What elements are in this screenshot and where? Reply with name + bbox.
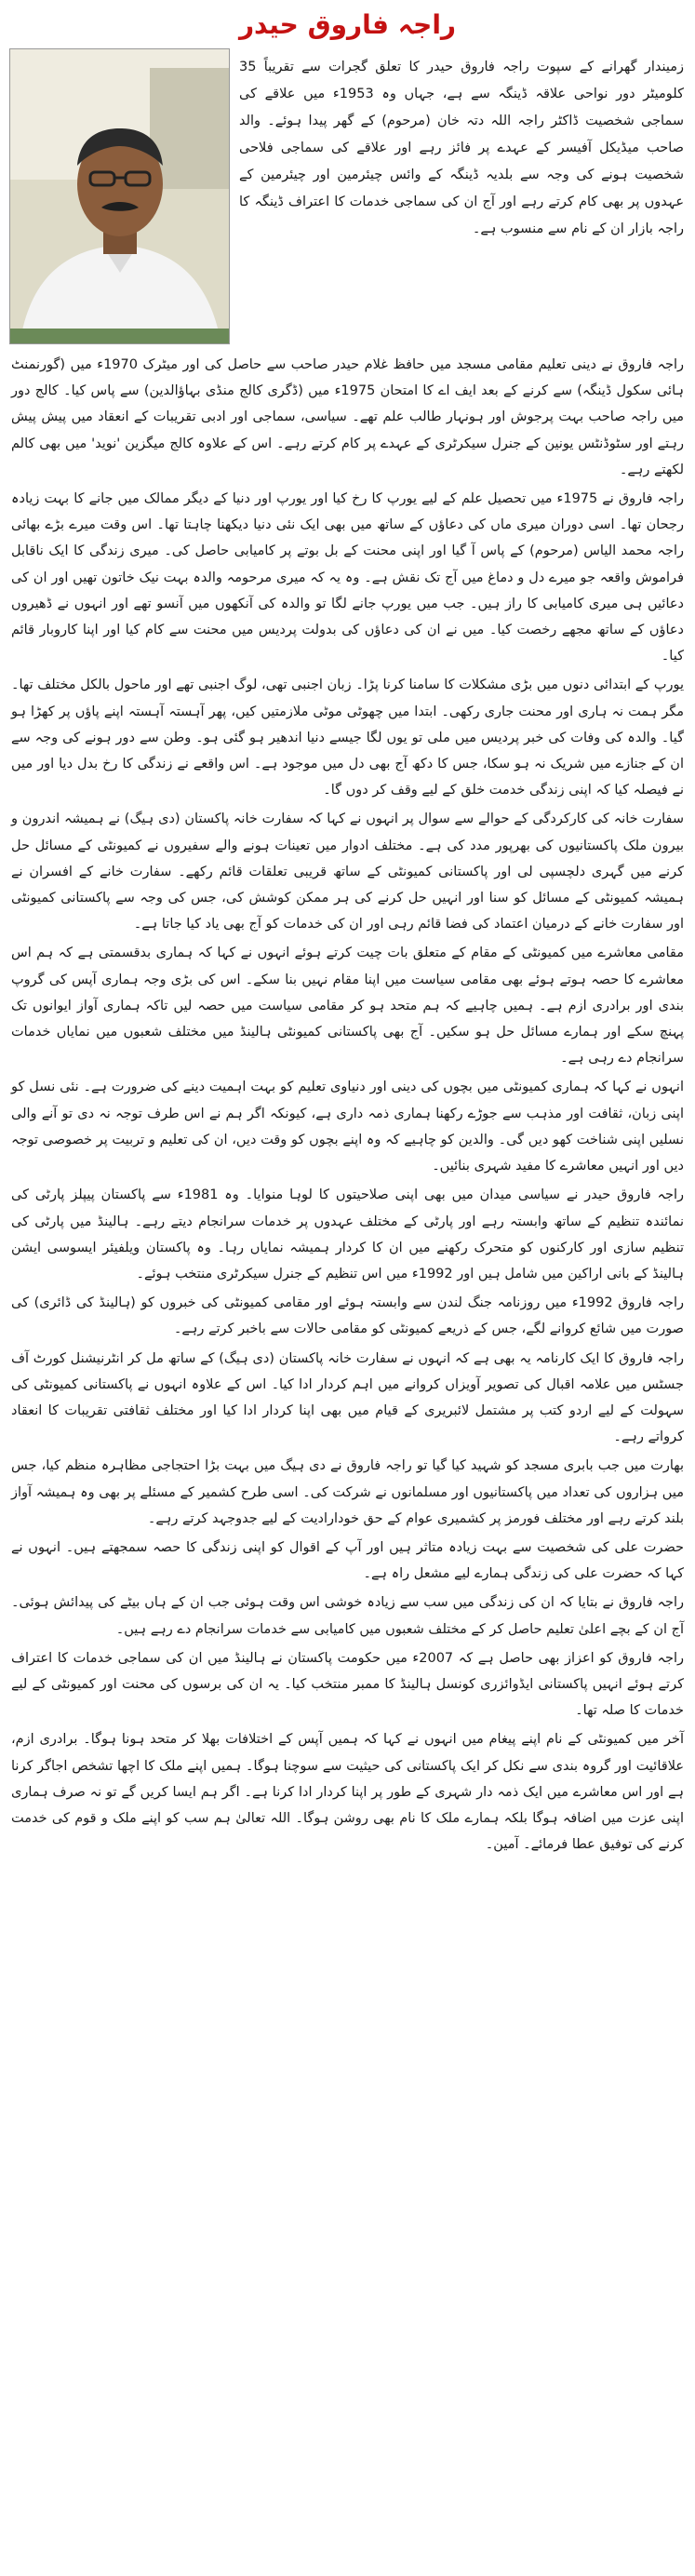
article-intro: زمیندار گھرانے کے سپوت راجہ فاروق حیدر کا تعلق گجرات سے تقریباً 35 کلومیٹر دور نواحی علاقہ ڈینگہ سے ہے، جہاں وہ 1953ء میں علاقے کی سماجی شخصیت ڈاکٹر راجہ اللہ دتہ خان (مرحوم) کے گھر پیدا ہوئے۔ والد صاحب میڈیکل آفیسر کے عہدے پر فائز رہے اور علاقے کی سماجی فلاحی شخصیت ہونے کی وجہ سے بلدیہ ڈینگہ کے وائس چیئرمین اور چیئرمین کے عہدوں پر بھی کام کرتے رہے اور آج ان کی سماجی خدمات کا اعتراف ڈینگہ کا راجہ بازار ان کے نام سے منسوب ہے۔ bbox=[239, 60, 684, 236]
paragraph: راجہ فاروق نے بتایا کہ ان کی زندگی میں سب سے زیادہ خوشی اس وقت ہوئی جب ان کے ہاں بیٹے کی پیدائش ہوئی۔ آج ان کے بچے اعلیٰ تعلیم حاصل کر کے مختلف شعبوں میں کامیابی سے خدمات سرانجام دے رہے ہیں۔ bbox=[11, 1595, 684, 1637]
paragraph: سفارت خانہ کی کارکردگی کے حوالے سے سوال پر انہوں نے کہا کہ سفارت خانہ پاکستان (دی ہیگ) نے ہمیشہ اندرون و بیرون ملک پاکستانیوں کی بھرپور مدد کی ہے۔ مختلف ادوار میں تعینات ہونے والے سفیروں نے کمیونٹی کے مسائل حل کرنے میں گہری دلچسپی لی اور پاکستانی کمیونٹی کے ساتھ قریبی تعلقات قائم رکھے۔ سفارت خانے کے افسران نے ہمیشہ کمیونٹی کے مسائل کو سنا اور انہیں حل کرنے کی ہر ممکن کوشش کی، جس کی وجہ سے پاکستانی کمیونٹی اور سفارت خانے کے درمیان اعتماد کی فضا قائم رہی اور ان کی خدمات کو آج بھی یاد کیا جاتا ہے۔ bbox=[11, 812, 684, 932]
paragraph: حضرت علی کی شخصیت سے بہت زیادہ متاثر ہیں اور آپ کے اقوال کو اپنی زندگی کا حصہ سمجھتے ہیں۔ انہوں نے کہا کہ حضرت علی کی زندگی ہمارے لیے مشعل راہ ہے۔ bbox=[11, 1539, 684, 1582]
paragraph: بھارت میں جب بابری مسجد کو شہید کیا گیا تو راجہ فاروق نے دی ہیگ میں بہت بڑا احتجاجی مظاہرہ منظم کیا، جس میں ہزاروں کی تعداد میں پاکستانیوں اور مسلمانوں نے شرکت کی۔ اسی طرح کشمیر کے مسئلے پر بھی وہ ہمیشہ آواز بلند کرتے رہے اور مختلف فورمز پر کشمیری عوام کے حق خودارادیت کے لیے جدوجہد کرتے رہے۔ bbox=[11, 1458, 684, 1526]
paragraph: راجہ فاروق کو اعزاز بھی حاصل ہے کہ 2007ء میں حکومت پاکستان نے ہالینڈ میں ان کی سماجی خدمات کا اعتراف کرتے ہوئے انہیں پاکستانی ایڈوائزری کونسل ہالینڈ کا ممبر منتخب کیا۔ یہ ان کی برسوں کی محنت اور کمیونٹی کے لیے خدمات کا صلہ تھا۔ bbox=[11, 1650, 684, 1719]
paragraph: راجہ فاروق نے 1975ء میں تحصیل علم کے لیے یورپ کا رخ کیا اور یورپ اور دنیا کے دیگر ممالک میں جانے کا بہت زیادہ رجحان تھا۔ اسی دوران میری ماں کی دعاؤں کے ساتھ میں بھی ایک نئی دنیا دیکھنا چاہتا تھا۔ اس وقت میرے بڑے بھائی راجہ محمد الیاس (مرحوم) کے پاس آ گیا اور اپنی محنت کے بل بوتے پر کامیابی حاصل کی۔ میری زندگی کا ایک ناقابل فراموش واقعہ جو میرے دل و دماغ میں آج تک نقش ہے۔ وہ یہ کہ میری مرحومہ والدہ بہت نیک خاتون تھیں اور ان کی دعائیں ہی میری کامیابی کا راز ہیں۔ جب میں یورپ جانے لگا تو والدہ کی آنکھوں میں آنسو تھے اور انہوں نے ڈھیروں دعاؤں کے ساتھ مجھے رخصت کیا۔ میں نے ان کی دعاؤں کی بدولت پردیس میں محنت سے کام کیا اور اپنا کاروبار قائم کیا۔ bbox=[11, 491, 684, 664]
paragraph: انہوں نے کہا کہ ہماری کمیونٹی میں بچوں کی دینی اور دنیاوی تعلیم کو بہت اہمیت دینے کی ضرورت ہے۔ نئی نسل کو اپنی زبان، ثقافت اور مذہب سے جوڑے رکھنا ہماری ذمہ داری ہے، کیونکہ اگر ہم نے اس طرف توجہ نہ دی تو آنے والی نسلیں اپنی شناخت کھو دیں گی۔ والدین کو چاہیے کہ وہ اپنے بچوں کو وقت دیں، ان کی تعلیم و تربیت پر خصوصی توجہ دیں اور انہیں معاشرے کا مفید شہری بنائیں۔ bbox=[11, 1080, 684, 1174]
paragraph: راجہ فاروق حیدر نے سیاسی میدان میں بھی اپنی صلاحیتوں کا لوہا منوایا۔ وہ 1981ء سے پاکستان پیپلز پارٹی کی نمائندہ تنظیم کے ساتھ وابستہ رہے اور پارٹی کے مختلف عہدوں پر خدمات سرانجام دیتے رہے۔ ہالینڈ میں پارٹی کی تنظیم سازی اور کارکنوں کو متحرک رکھنے میں ان کا کردار ہمیشہ نمایاں رہا۔ وہ پاکستان ویلفیئر ایسوسی ایشن ہالینڈ کے بانی اراکین میں شامل ہیں اور 1992ء میں اس تنظیم کے جنرل سیکرٹری منتخب ہوئے۔ bbox=[11, 1187, 684, 1281]
paragraph: راجہ فاروق کا ایک کارنامہ یہ بھی ہے کہ انہوں نے سفارت خانہ پاکستان (دی ہیگ) کے ساتھ مل کر انٹرنیشنل کورٹ آف جسٹس میں علامہ اقبال کی تصویر آویزاں کروانے میں اہم کردار ادا کیا۔ اس کے علاوہ انہوں نے پاکستانی کمیونٹی کی سہولت کے لیے اردو کتب پر مشتمل لائبریری کے قیام میں بھی اپنا کردار ادا کیا اور مختلف ثقافتی تقریبات کا انعقاد کرواتے رہے۔ bbox=[11, 1350, 684, 1445]
article-body bbox=[11, 352, 684, 1860]
paragraph: راجہ فاروق 1992ء میں روزنامہ جنگ لندن سے وابستہ ہوئے اور مقامی کمیونٹی کی خبروں کو (ہالینڈ کی ڈائری) کی صورت میں شائع کروانے لگے، جس کے ذریعے کمیونٹی کو مقامی حالات سے باخبر کرتے رہے۔ bbox=[11, 1295, 684, 1337]
article-title: راجہ فاروق حیدر bbox=[238, 9, 457, 40]
portrait-photo bbox=[9, 48, 230, 344]
paragraph: مقامی معاشرے میں کمیونٹی کے مقام کے متعلق بات چیت کرتے ہوئے انہوں نے کہا کہ ہماری بدقسمتی ہے کہ ہم اس معاشرے کا حصہ ہوتے ہوئے بھی مقامی سیاست میں اپنا مقام نہیں بنا سکے۔ اس کی بڑی وجہ ہماری آپس کی گروپ بندی اور برادری ازم ہے۔ ہمیں چاہیے کہ ہم متحد ہو کر مقامی سیاست میں حصہ لیں تاکہ ہماری آواز ایوانوں تک پہنچ سکے اور ہمارے مسائل حل ہو سکیں۔ آج بھی پاکستانی کمیونٹی ہالینڈ میں مختلف شعبوں میں نمایاں خدمات سرانجام دے رہی ہے۔ bbox=[11, 946, 684, 1067]
paragraph: یورپ کے ابتدائی دنوں میں بڑی مشکلات کا سامنا کرنا پڑا۔ زبان اجنبی تھی، لوگ اجنبی تھے اور ماحول بالکل مختلف تھا۔ مگر ہمت نہ ہاری اور محنت جاری رکھی۔ ابتدا میں چھوٹی موٹی ملازمتیں کیں، پھر آہستہ آہستہ اپنے پاؤں پر کھڑا ہو گیا۔ والدہ کی وفات کی خبر پردیس میں ملی تو یوں لگا جیسے دنیا اندھیر ہو گئی ہو۔ وطن سے دور ہونے کی وجہ سے ان کے جنازے میں شریک نہ ہو سکا، جس کا دکھ آج بھی دل میں موجود ہے۔ اس واقعے نے زندگی کا رخ بدل دیا اور میں نے فیصلہ کیا کہ اپنی زندگی خدمت خلق کے لیے وقف کر دوں گا۔ bbox=[11, 678, 684, 798]
portrait-illustration bbox=[10, 49, 230, 344]
paragraph: آخر میں کمیونٹی کے نام اپنے پیغام میں انہوں نے کہا کہ ہمیں آپس کے اختلافات بھلا کر متحد ہونا ہوگا۔ برادری ازم، علاقائیت اور گروہ بندی سے نکل کر ایک پاکستانی کی حیثیت سے سوچنا ہوگا۔ ہمیں اپنے ملک کا اچھا تشخص اجاگر کرنا ہے اور اس معاشرے میں ایک ذمہ دار شہری کے طور پر اپنا کردار ادا کرنا ہے۔ اگر ہم ایسا کریں گے تو نہ صرف ہماری اپنی عزت میں اضافہ ہوگا بلکہ ہمارے ملک کا نام بھی روشن ہوگا۔ اللہ تعالیٰ ہم سب کو اپنے ملک و قوم کی خدمت کرنے کی توفیق عطا فرمائے۔ آمین۔ bbox=[11, 1732, 684, 1853]
paragraph: راجہ فاروق نے دینی تعلیم مقامی مسجد میں حافظ غلام حیدر صاحب سے حاصل کی اور میٹرک 1970ء میں (گورنمنٹ ہائی سکول ڈینگہ) سے کرنے کے بعد ایف اے کا امتحان 1975ء میں (ڈگری کالج منڈی بہاؤالدین) سے پاس کیا۔ کالج دور میں راجہ صاحب بہت پرجوش اور ہونہار طالب علم تھے۔ سیاسی، سماجی اور ادبی تقریبات کے انعقاد میں پیش پیش رہتے اور سٹوڈنٹس یونین کے جنرل سیکرٹری کے عہدے پر کام کرتے رہے۔ اس کے علاوہ کالج میگزین 'نوید' میں بھی کالم لکھتے رہے۔ bbox=[11, 357, 684, 477]
